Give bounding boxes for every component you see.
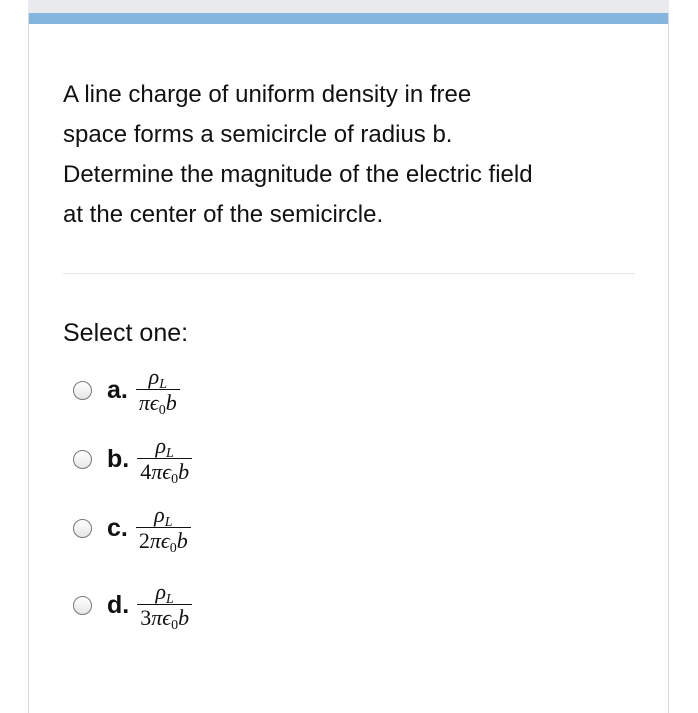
question-line: Determine the magnitude of the electric field	[63, 161, 533, 188]
option-letter: b.	[107, 444, 130, 473]
option-letter: d.	[107, 590, 130, 619]
formula	[136, 364, 180, 418]
rho: ρ	[148, 364, 160, 389]
subscript: L	[159, 377, 167, 392]
coefficient: 2	[138, 528, 150, 553]
rho: ρ	[155, 579, 167, 604]
radius-symbol: b	[178, 459, 190, 484]
option-c[interactable]	[73, 502, 191, 556]
denominator: πϵ	[149, 528, 170, 553]
denominator: πϵ	[138, 390, 159, 415]
subscript: 0	[171, 472, 179, 487]
radius-symbol: b	[165, 390, 177, 415]
radio-button[interactable]	[73, 596, 92, 615]
rho: ρ	[155, 433, 167, 458]
question-line: space forms a semicircle of radius b.	[63, 121, 453, 148]
denominator: πϵ	[151, 459, 172, 484]
subscript: L	[164, 515, 173, 530]
question-line: A line charge of uniform density in free	[63, 81, 472, 108]
denominator: πϵ	[151, 605, 172, 630]
subscript: 0	[169, 541, 177, 556]
option-letter: c.	[107, 513, 128, 542]
formula	[136, 502, 191, 556]
question-text	[63, 75, 653, 235]
option-b[interactable]	[73, 433, 192, 487]
rho: ρ	[154, 502, 165, 527]
formula	[137, 579, 192, 633]
question-line: at the center of the semicircle.	[63, 201, 384, 228]
select-one-label: Select one:	[63, 319, 189, 347]
radio-button[interactable]	[73, 519, 92, 538]
formula	[137, 433, 192, 487]
question-card	[28, 13, 669, 713]
radio-button[interactable]	[73, 381, 92, 400]
coefficient: 3	[140, 605, 152, 630]
subscript: L	[166, 592, 174, 607]
option-a[interactable]	[73, 364, 180, 418]
subscript: L	[166, 446, 174, 461]
divider	[63, 273, 635, 274]
top-strip	[28, 0, 669, 13]
radio-button[interactable]	[73, 450, 92, 469]
card-header-bar	[29, 13, 668, 24]
radius-symbol: b	[176, 528, 188, 553]
option-d[interactable]	[73, 579, 192, 633]
subscript: 0	[158, 403, 166, 418]
option-letter: a.	[107, 375, 128, 404]
coefficient: 4	[140, 459, 152, 484]
subscript: 0	[171, 618, 179, 633]
radius-symbol: b	[178, 605, 190, 630]
